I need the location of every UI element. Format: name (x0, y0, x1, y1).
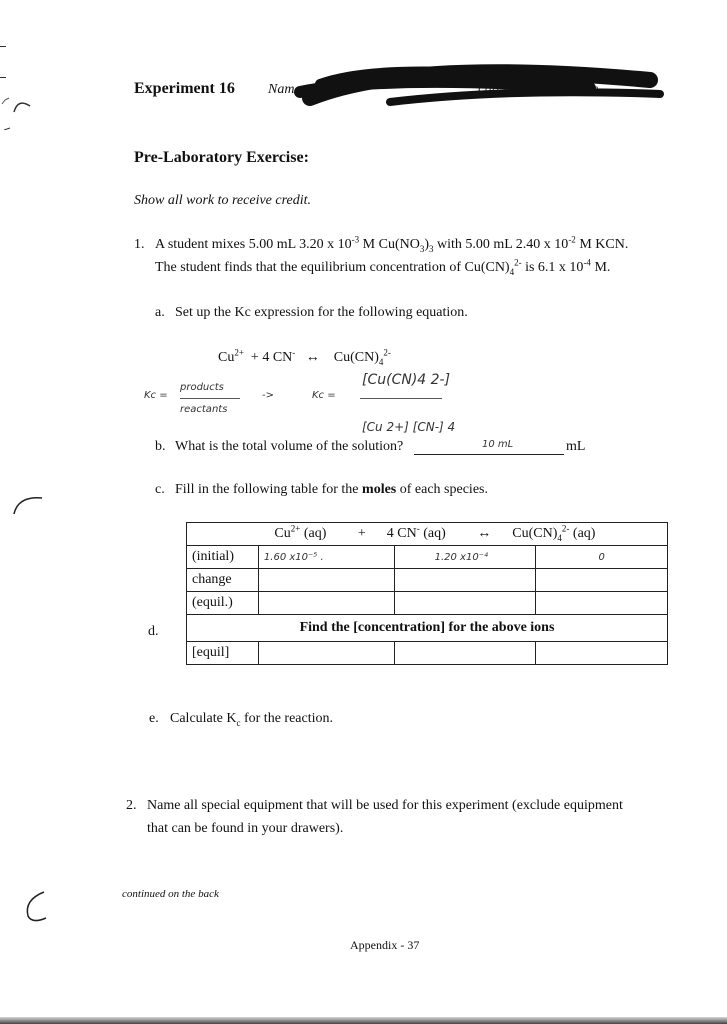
hw-fraction-line-left (180, 398, 240, 399)
room-label: Room (566, 82, 599, 97)
cell-initial-cu[interactable]: 1.60 x10⁻⁵ . (258, 546, 394, 569)
table-row (187, 569, 668, 592)
q2-line1: Name all special equipment that will be used for this experiment (exclude equipment (147, 798, 623, 813)
cell-equil-cn[interactable] (394, 592, 536, 615)
part-b-answer: 10 mL (482, 439, 514, 450)
page-number: Appendix - 37 (350, 938, 420, 952)
name-label: Name (268, 82, 301, 97)
row-label-equil: (equil.) (187, 592, 259, 615)
experiment-title: Experiment 16 (134, 80, 235, 97)
edge-tick (0, 46, 6, 47)
header-prod: $Cu(CN)_4^{2-}$ (aq) (512, 523, 596, 543)
part-c-text: Fill in the following table for the moles of each species. (175, 482, 488, 497)
hw-denominator: [Cu 2+] [CN-] 4 (362, 420, 456, 434)
part-e-text: Calculate $K_c$ for the reaction. (170, 711, 333, 728)
part-b-unit: mL (566, 439, 586, 454)
q1-number: 1. (134, 237, 145, 252)
table-row (187, 592, 668, 615)
cell-equil-prod[interactable] (536, 592, 668, 615)
cell-conc-cu[interactable] (258, 642, 394, 665)
part-b-label: b. (155, 439, 166, 454)
part-d-label: d. (148, 624, 159, 639)
hw-fraction-line-right (360, 398, 442, 399)
hw-products: products (180, 382, 224, 393)
lab-day-label: Lab Day (477, 82, 526, 97)
hw-kc-left: Kc = (144, 390, 168, 401)
row-label-change: change (187, 569, 259, 592)
binder-hole-mark-bottom (18, 888, 58, 933)
cell-conc-prod[interactable] (536, 642, 668, 665)
q1-line1: A student mixes 5.00 mL 3.20 x $10^{-3}$ M $Cu(NO_3)_3$ with 5.00 mL 2.40 x $10^{-2}$ M KCN. (155, 234, 629, 254)
header-plus: + (357, 526, 366, 541)
hw-reactants: reactants (180, 404, 228, 415)
header-cn: 4 CN- (aq) (386, 523, 446, 541)
equation: $Cu^{2+} + 4$ CN- ↔ $Cu(CN)_4^{2-}$ (218, 347, 391, 367)
part-a-text: Set up the Kc expression for the following equation. (175, 305, 468, 320)
q2-number: 2. (126, 798, 137, 813)
cell-change-prod[interactable] (536, 569, 668, 592)
hw-arrow: -> (262, 390, 274, 401)
q1-line2: The student finds that the equilibrium concentration of $Cu(CN)_4^{2-}$ is 6.1 x $10^{-4}$ M. (155, 257, 611, 277)
header-cu: $Cu^{2+}$ (aq) (274, 523, 327, 541)
row-label-equil-conc: [equil] (187, 642, 259, 665)
cell-initial-prod[interactable]: 0 (536, 546, 668, 569)
section-title: Pre-Laboratory Exercise: (134, 149, 309, 166)
scan-edge (0, 1017, 727, 1024)
part-e-label: e. (149, 711, 159, 726)
answer-blank[interactable] (414, 454, 564, 455)
cell-equil-cu[interactable] (258, 592, 394, 615)
instruction: Show all work to receive credit. (134, 193, 312, 208)
moles-table (186, 522, 668, 665)
q2-line2: that can be found in your drawers). (147, 821, 344, 836)
header-arrow: ↔ (477, 526, 492, 541)
redaction-scribble (290, 58, 670, 118)
find-concentration-row: Find the [concentration] for the above ions (187, 615, 668, 642)
edge-tick (0, 77, 6, 78)
continued-note: continued on the back (122, 888, 219, 900)
part-c-label: c. (155, 482, 165, 497)
part-a-label: a. (155, 305, 165, 320)
cell-change-cn[interactable] (394, 569, 536, 592)
cell-initial-cn[interactable]: 1.20 x10⁻⁴ (394, 546, 536, 569)
part-b-text: What is the total volume of the solution? (175, 439, 404, 454)
table-row (187, 642, 668, 665)
cell-conc-cn[interactable] (394, 642, 536, 665)
binder-hole-mark-top (0, 90, 40, 135)
binder-hole-mark-middle (4, 488, 48, 533)
table-header-row (187, 523, 668, 546)
cell-change-cu[interactable] (258, 569, 394, 592)
row-label-initial: (initial) (187, 546, 259, 569)
hw-numerator: [Cu(CN)4 2-] (362, 372, 451, 388)
table-row (187, 615, 668, 642)
table-row (187, 546, 668, 569)
hw-kc-right: Kc = (312, 390, 336, 401)
